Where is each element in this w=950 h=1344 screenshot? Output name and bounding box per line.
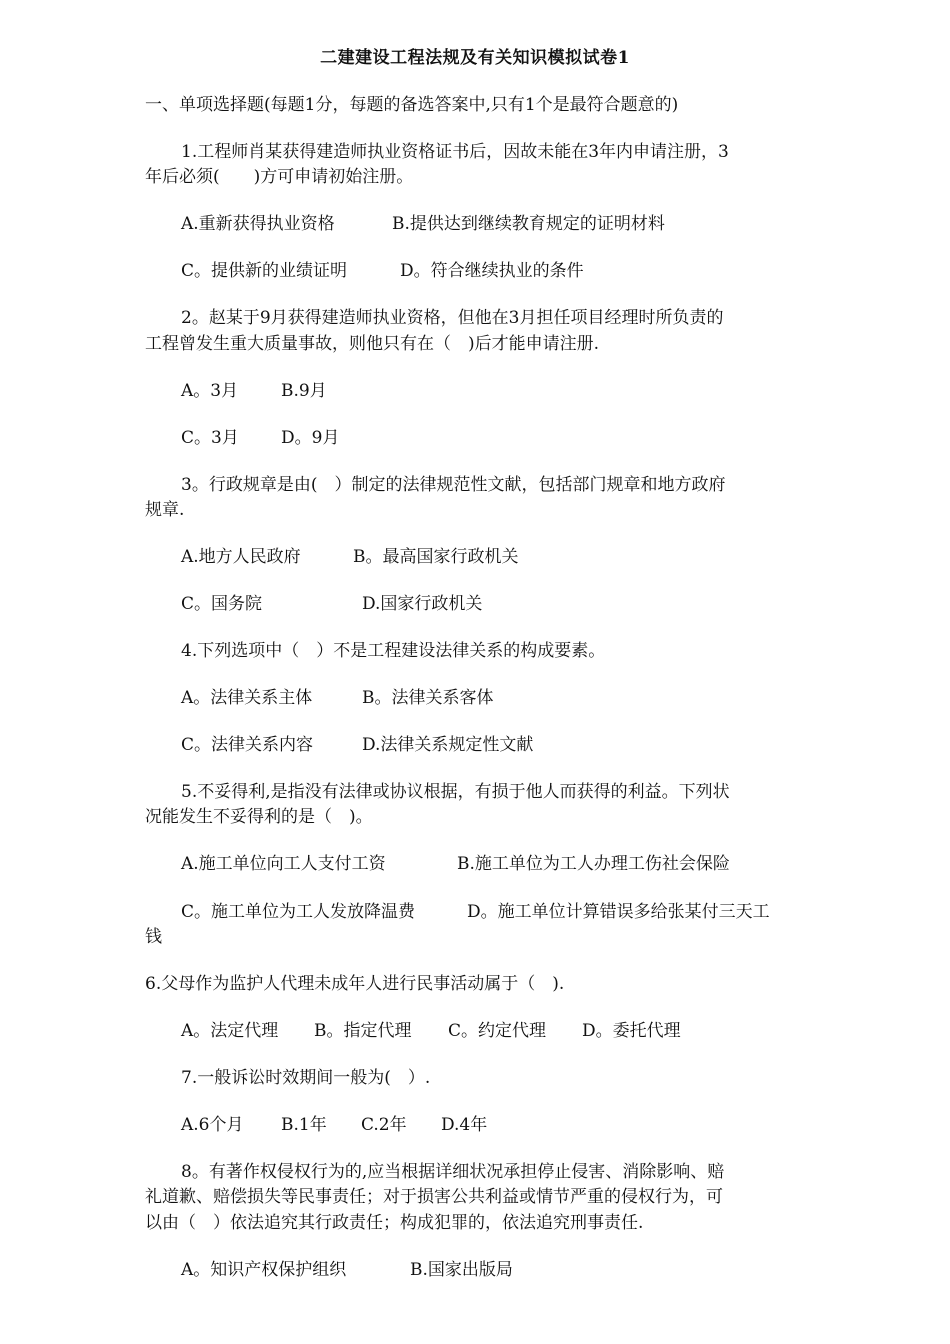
question-2-line-2: 工程曾发生重大质量事故，则他只有在（ )后才能申请注册. (145, 334, 600, 354)
question-7-option-a: A.6个月 (181, 1115, 244, 1135)
question-1-option-b: B.提供达到继续教育规定的证明材料 (392, 214, 665, 234)
question-8-line-1: 8。有著作权侵权行为的,应当根据详细状况承担停止侵害、消除影响、赔 (181, 1162, 725, 1182)
question-5-line-2: 况能发生不妥得利的是（ )。 (145, 807, 373, 827)
question-2-option-a: A。3月 (181, 381, 239, 401)
section-heading: 一、单项选择题(每题1分，每题的备选答案中,只有1个是最符合题意的) (145, 95, 679, 115)
question-4-option-b: B。法律关系客体 (362, 688, 494, 708)
question-5-option-a: A.施工单位向工人支付工资 (181, 854, 386, 874)
question-8-line-2: 礼道歉、赔偿损失等民事责任；对于损害公共利益或情节严重的侵权行为，可 (145, 1187, 723, 1207)
question-1-line-2: 年后必须( )方可申请初始注册。 (145, 167, 414, 187)
question-5-option-c: C。施工单位为工人发放降温费 (181, 902, 416, 922)
question-2-option-c: C。3月 (181, 428, 239, 448)
question-5-option-b: B.施工单位为工人办理工伤社会保险 (457, 854, 730, 874)
question-2-option-b: B.9月 (281, 381, 327, 401)
question-7-option-d: D.4年 (441, 1115, 488, 1135)
question-4-option-a: A。法律关系主体 (181, 688, 313, 708)
question-3-option-d: D.国家行政机关 (362, 594, 483, 614)
question-3-option-b: B。最高国家行政机关 (353, 547, 519, 567)
question-8-option-b: B.国家出版局 (410, 1260, 513, 1280)
question-4-line-1: 4.下列选项中（ ）不是工程建设法律关系的构成要素。 (181, 641, 606, 661)
question-3-line-1: 3。行政规章是由( ）制定的法律规范性文献，包括部门规章和地方政府 (181, 475, 726, 495)
question-3-line-2: 规章. (145, 500, 185, 520)
question-7-line-1: 7.一般诉讼时效期间一般为( ）. (181, 1068, 431, 1088)
question-4-option-c: C。法律关系内容 (181, 735, 314, 755)
question-4-option-d: D.法律关系规定性文献 (362, 735, 534, 755)
question-1-option-a: A.重新获得执业资格 (181, 214, 335, 234)
question-6-option-a: A。法定代理 (181, 1021, 279, 1041)
question-7-option-c: C.2年 (361, 1115, 407, 1135)
question-1-line-1: 1.工程师肖某获得建造师执业资格证书后，因故未能在3年内申请注册，3 (181, 142, 729, 162)
question-7-option-b: B.1年 (281, 1115, 327, 1135)
question-1-option-c: C。提供新的业绩证明 (181, 261, 348, 281)
question-5-line-1: 5.不妥得利,是指没有法律或协议根据，有损于他人而获得的利益。下列状 (181, 782, 730, 802)
question-1-option-d: D。符合继续执业的条件 (400, 261, 584, 281)
question-8-line-3: 以由（ ）依法追究其行政责任；构成犯罪的，依法追究刑事责任. (145, 1213, 644, 1233)
question-6-option-b: B。指定代理 (314, 1021, 412, 1041)
question-3-option-c: C。国务院 (181, 594, 263, 614)
question-2-option-d: D。9月 (281, 428, 340, 448)
question-3-option-a: A.地方人民政府 (181, 547, 301, 567)
question-6-option-d: D。委托代理 (582, 1021, 681, 1041)
question-8-option-a: A。知识产权保护组织 (181, 1260, 347, 1280)
question-5-option-d: D。施工单位计算错误多给张某付三天工 (467, 902, 770, 922)
question-6-line-1: 6.父母作为监护人代理未成年人进行民事活动属于（ ). (145, 974, 565, 994)
document-title: 二建建设工程法规及有关知识模拟试卷1 (320, 48, 630, 68)
question-2-line-1: 2。赵某于9月获得建造师执业资格，但他在3月担任项目经理时所负责的 (181, 308, 724, 328)
question-5-option-d-continued: 钱 (145, 927, 162, 947)
question-6-option-c: C。约定代理 (448, 1021, 547, 1041)
